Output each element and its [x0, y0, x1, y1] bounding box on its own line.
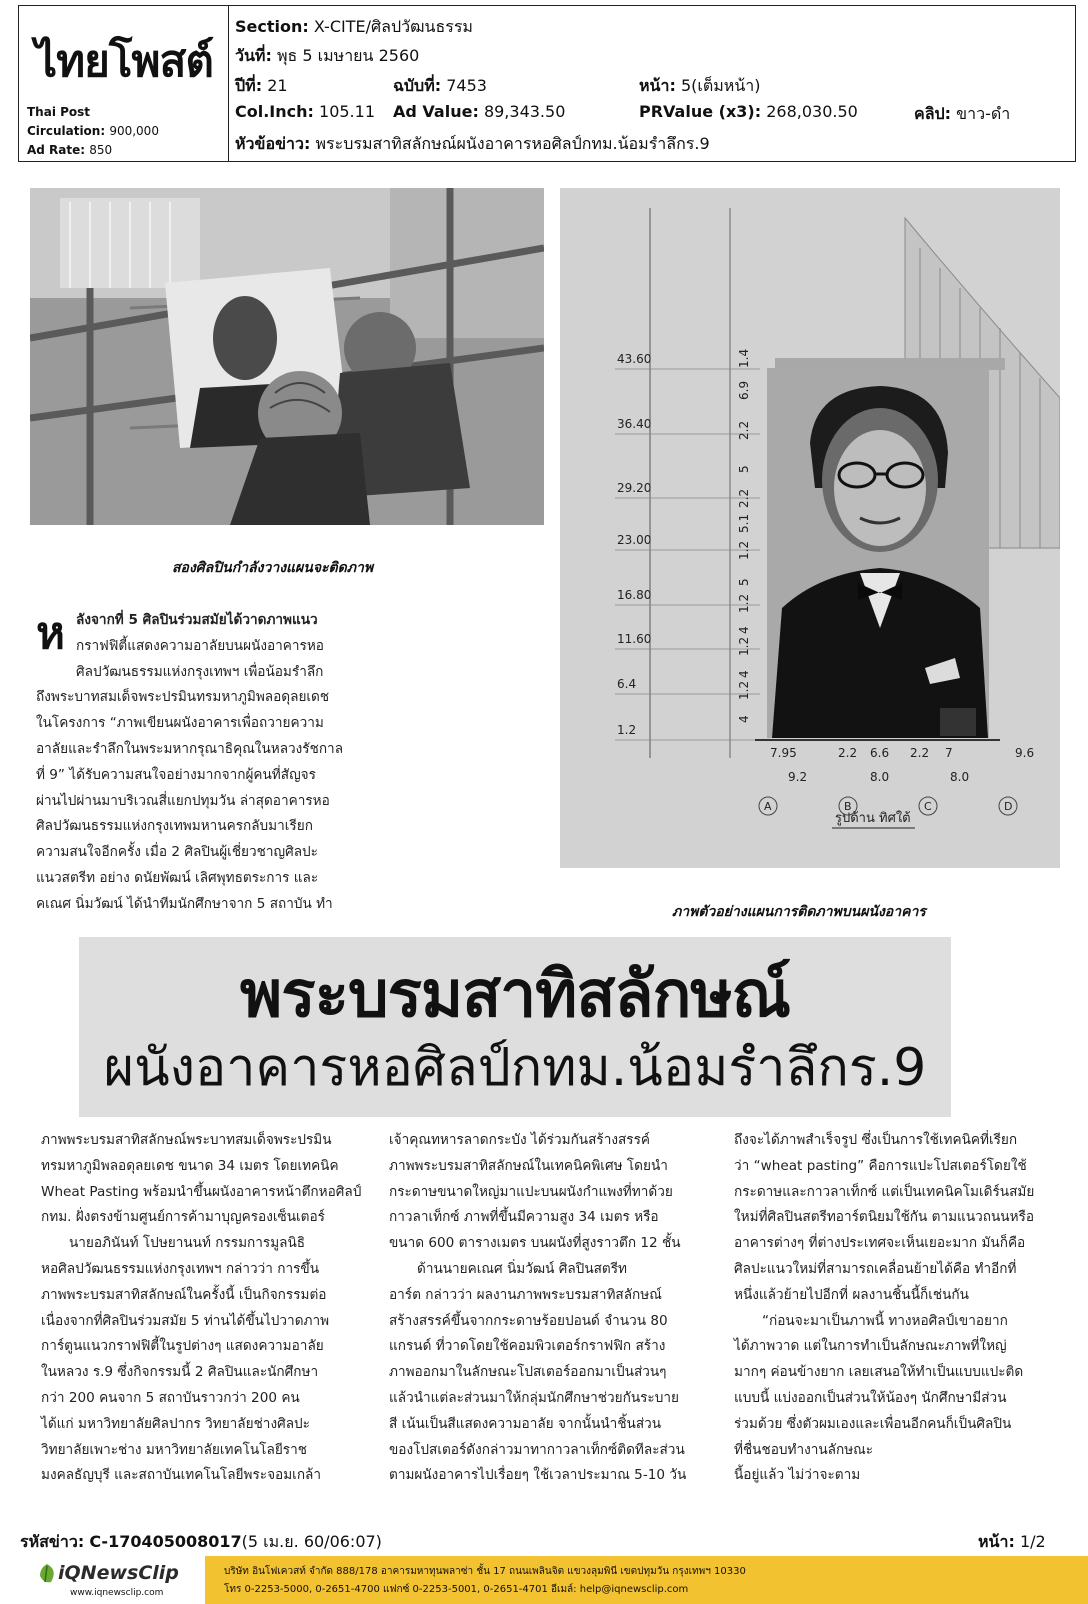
circulation: Circulation: 900,000 — [27, 124, 159, 138]
elevation-label: 11.60 — [617, 632, 652, 646]
text-line: แล้วนำแต่ละส่วนมาให้กลุ่มนักศึกษาช่วยกันระบาย — [389, 1389, 679, 1406]
text-line: หอศิลปวัฒนธรรมแห่งกรุงเทพฯ กล่าวว่า การขึ้น — [41, 1260, 319, 1277]
intro-paragraph — [36, 608, 366, 918]
text-line: อาคารต่างๆ ที่ต่างประเทศจะเห็นเยอะมาก มันก็คือ — [734, 1235, 1026, 1252]
elevation-label: 36.40 — [617, 417, 652, 431]
advalue-field: Ad Value: 89,343.50 — [393, 102, 566, 121]
text-line: ผ่านไปผ่านมาบริเวณสี่แยกปทุมวัน ล่าสุดอาคารหอ — [36, 792, 330, 809]
headline-subtitle: ผนังอาคารหอศิลป์กทม.น้อมรำลึกร.9 — [103, 1038, 927, 1098]
text-line: กราฟฟิตี้แสดงความอาลัยบนผนังอาคารหอ — [76, 637, 324, 654]
dropcap: ห — [36, 608, 66, 659]
elevation-label: 16.80 — [617, 588, 652, 602]
issue-field: ฉบับที่: 7453 — [393, 76, 487, 95]
bottom-dimension: 7 — [945, 746, 953, 760]
text-line: อาร์ต กล่าวว่า ผลงานภาพพระบรมสาทิสลักษณ์ — [389, 1286, 662, 1303]
footer-contact: โทร 0-2253-5000, 0-2651-4700 แฟกซ์ 0-2253-5001, 0-2651-4701 อีเมล์: help@iqnewsclip.com — [224, 1584, 689, 1595]
text-line: คเณศ นิ่มวัฒน์ ได้นำทีมนักศึกษาจาก 5 สถาบัน ทำ — [36, 895, 333, 912]
text-line: กาวลาเท็กซ์ ภาพที่ขึ้นมีความสูง 34 เมตร หรือ — [389, 1209, 659, 1226]
text-line: ถึงพระบาทสมเด็จพระปรมินทรมหาภูมิพลอดุลยเดช — [36, 689, 330, 706]
vertical-dimension: 1.2 — [737, 593, 751, 613]
leaf-icon — [36, 1562, 58, 1586]
text-line: ภาพออกมาในลักษณะโปสเตอร์ออกมาเป็นส่วนๆ — [389, 1364, 667, 1381]
text-line: ของโปสเตอร์ดังกล่าวมาทากาวลาเท็กซ์ติดทีละส่วน — [389, 1441, 685, 1458]
bottom-dimension: 9.6 — [1015, 746, 1035, 760]
text-line: ใหม่ที่ศิลปินสตรีทอาร์ตนิยมใช้กัน ตามแนวถนนหรือ — [734, 1209, 1034, 1226]
vertical-dimension: 6.9 — [737, 380, 751, 400]
text-line: ภาพพระบรมสาทิสลักษณ์ในเทคนิคพิเศษ โดยนำ — [389, 1157, 668, 1174]
grid-letter: B — [844, 800, 852, 813]
headline-block — [79, 937, 951, 1117]
drawing-title: รูปด้าน ทิศใต้ — [835, 811, 911, 826]
clipping-header — [18, 5, 1076, 162]
building-plan-image — [560, 188, 1060, 868]
text-line: ขนาด 600 ตารางเมตร บนผนังที่สูงราวตึก 12 ชั้น — [389, 1235, 681, 1252]
artists-photo — [30, 188, 544, 525]
vertical-dimension: 2.2 — [737, 488, 751, 508]
bottom-dimension: 2.2 — [838, 746, 858, 760]
clip-field: คลิป: ขาว-ดำ — [914, 104, 1011, 123]
text-line: แบบนี้ แบ่งออกเป็นส่วนให้น้องๆ นักศึกษามีส่วน — [734, 1389, 1007, 1406]
bottom-dimension: 2.2 — [910, 746, 930, 760]
vertical-dimension: 5 — [737, 465, 751, 473]
text-line: สร้างสรรค์ขึ้นจากกระดาษร้อยปอนด์ จำนวน 80 — [389, 1312, 668, 1329]
grid-letter: C — [924, 800, 932, 813]
text-line: กระดาษขนาดใหญ่มาแปะบนผนังกำแพงที่ทาด้วย — [389, 1183, 673, 1200]
body-column-3 — [734, 1128, 1069, 1489]
text-line: กว่า 200 คนจาก 5 สถาบันราวกว่า 200 คน — [41, 1389, 300, 1406]
bottom-dimension: 7.95 — [770, 746, 797, 760]
text-line: ที่ 9” ได้รับความสนใจอย่างมากจากผู้คนที่สัญจร — [36, 766, 316, 783]
vertical-dimension: 1.2 — [737, 540, 751, 560]
text-line: เนื่องจากที่ศิลปินร่วมสมัย 5 ท่านได้ขึ้นไปวาดภาพ — [41, 1312, 330, 1329]
text-line: การ์ตูนแนวกราฟฟิตี้ในรูปต่างๆ แสดงความอาลัย — [41, 1338, 324, 1355]
text-line: สี เน้นเป็นสีแสดงความอาลัย จากนั้นนำชิ้นส่วน — [389, 1415, 662, 1432]
headline-title: พระบรมสาทิสลักษณ์ — [240, 958, 790, 1032]
bottom-dimension: 6.6 — [870, 746, 890, 760]
elevation-label: 43.60 — [617, 352, 652, 366]
vertical-dimension: 5.1 — [737, 513, 751, 533]
page-number: หน้า: 1/2 — [978, 1532, 1046, 1551]
date-row: วันที่: พุธ 5 เมษายน 2560 — [235, 46, 420, 65]
text-line: “ก่อนจะมาเป็นภาพนี้ ทางหอศิลป์เขาอยาก — [762, 1312, 1008, 1329]
text-line: ทรมหาภูมิพลอดุลยเดช ขนาด 34 เมตร โดยเทคนิค — [41, 1157, 339, 1174]
thaipost-logo: ไทยโพสต์ — [35, 36, 213, 87]
elevation-label: 29.20 — [617, 481, 652, 495]
logo-cell — [19, 6, 229, 161]
text-line: เจ้าคุณทหารลาดกระบัง ได้ร่วมกันสร้างสรรค์ — [389, 1132, 650, 1148]
iqnewsclip-logo: iQNewsClip — [58, 1562, 179, 1584]
text-line: ศิลปวัฒนธรรมแห่งกรุงเทพฯ เพื่อน้อมรำลึก — [76, 663, 324, 680]
text-line: แกรนด์ ที่วาดโดยใช้คอมพิวเตอร์กราฟฟิก สร้าง — [389, 1338, 666, 1355]
vertical-dimension: 1.4 — [737, 348, 751, 368]
body-column-1 — [41, 1128, 371, 1489]
text-line: ศิลปวัฒนธรรมแห่งกรุงเทพมหานครกลับมาเรียก — [36, 818, 313, 835]
publication-name: Thai Post — [27, 105, 91, 119]
footer-logo-area — [0, 1556, 205, 1604]
vertical-dimension: 4 — [737, 670, 751, 678]
text-line: กระดาษและกาวลาเท็กซ์ แต่เป็นเทคนิคโมเดิร์นสมัย — [734, 1183, 1035, 1200]
left-photo-caption: สองศิลปินกำลังวางแผนจะติดภาพ — [172, 560, 374, 576]
text-line: ร่วมด้วย ซึ่งตัวผมเองและเพื่อนอีกคนก็เป็นศิลปิน — [734, 1415, 1012, 1432]
text-line: ได้แก่ มหาวิทยาลัยศิลปากร วิทยาลัยช่างศิลปะ — [41, 1415, 310, 1432]
text-line: ที่ชื่นชอบทำงานลักษณะ — [734, 1441, 874, 1458]
text-line: ในโครงการ “ภาพเขียนผนังอาคารเพื่อถวายความ — [36, 715, 324, 732]
vertical-dimension: 5 — [737, 578, 751, 586]
elevation-label: 1.2 — [617, 723, 637, 737]
headline-row: หัวข้อข่าว: พระบรมสาทิสลักษณ์ผนังอาคารหอศิลป์กทม.น้อมรำลึกร.9 — [235, 134, 710, 153]
vertical-dimension: 1.2 — [737, 636, 751, 656]
text-line: แนวสตรีท อย่าง ดนัยพัฒน์ เลิศพุทธตระการ และ — [36, 869, 319, 886]
text-line: มากๆ ค่อนข้างยาก เลยเสนอให้ทำเป็นแบบแปะติด — [734, 1364, 1024, 1381]
grid-letter: A — [764, 800, 772, 813]
elevation-label: 6.4 — [617, 677, 637, 691]
text-line: ถึงจะได้ภาพสำเร็จรูป ซึ่งเป็นการใช้เทคนิคที่เรียก — [734, 1132, 1018, 1148]
text-line: หนึ่งแล้วย้ายไปอีกที่ ผลงานชิ้นนี้ก็เช่นกัน — [734, 1286, 969, 1303]
text-line: Wheat Pasting พร้อมนำขึ้นผนังอาคารหน้าตึกหอศิลป์ — [41, 1183, 362, 1200]
elevation-label: 23.00 — [617, 533, 652, 547]
body-column-2 — [389, 1128, 719, 1489]
text-line: ลังจากที่ 5 ศิลปินร่วมสมัยได้วาดภาพแนว — [76, 612, 318, 628]
page-field: หน้า: 5(เต็มหน้า) — [639, 76, 761, 95]
vertical-dimension: 1.2 — [737, 680, 751, 700]
right-photo-caption: ภาพตัวอย่างแผนการติดภาพบนผนังอาคาร — [672, 904, 926, 920]
text-line: ภาพพระบรมสาทิสลักษณ์ในครั้งนี้ เป็นกิจกรรมต่อ — [41, 1286, 327, 1303]
text-line: ศิลปะแนวใหม่ที่สามารถเคลื่อนย้ายได้คือ ทำอีกที่ — [734, 1260, 1017, 1277]
footer-address: บริษัท อินโฟเควสท์ จำกัด 888/178 อาคารมหาทุนพลาซ่า ชั้น 17 ถนนเพลินจิต แขวงลุมพินี เขตปทุมวัน กรุงเทพฯ 10330 — [224, 1566, 746, 1577]
grid-letter: D — [1004, 800, 1013, 813]
text-line: ตามผนังอาคารไปเรื่อยๆ ใช้เวลาประมาณ 5-10 วัน — [389, 1467, 687, 1484]
text-line: ในหลวง ร.9 ซึ่งกิจกรรมนี้ 2 ศิลปินและนักศึกษา — [41, 1364, 319, 1381]
vertical-dimension: 2.2 — [737, 420, 751, 440]
ad-rate: Ad Rate: 850 — [27, 143, 113, 157]
text-line: นายอภินันท์ โปษยานนท์ กรรมการมูลนิธิ — [69, 1235, 306, 1252]
text-line: มงคลธัญบุรี และสถาบันเทคโนโลยีพระจอมเกล้า — [41, 1467, 322, 1484]
text-line: กทม. ฝั่งตรงข้ามศูนย์การค้ามาบุญครองเซ็นเตอร์ — [41, 1209, 325, 1226]
news-code: รหัสข่าว: C-170405008017(5 เม.ย. 60/06:07) — [20, 1532, 382, 1551]
text-line: ภาพพระบรมสาทิสลักษณ์พระบาทสมเด็จพระปรมิน — [41, 1132, 332, 1148]
bottom-dimension: 8.0 — [950, 770, 970, 784]
vertical-dimension: 4 — [737, 715, 751, 723]
colinch-field: Col.Inch: 105.11 — [235, 102, 375, 121]
prvalue-field: PRValue (x3): 268,030.50 — [639, 102, 858, 121]
year-field: ปีที่: 21 — [235, 76, 288, 95]
iqnewsclip-url: www.iqnewsclip.com — [70, 1588, 164, 1598]
text-line: ด้านนายคเณศ นิ่มวัฒน์ ศิลปินสตรีท — [417, 1260, 627, 1277]
text-line: นี้อยู่แล้ว ไม่ว่าจะตาม — [734, 1467, 861, 1484]
vertical-dimension: 4 — [737, 626, 751, 634]
bottom-dimension: 9.2 — [788, 770, 808, 784]
text-line: ว่า “wheat pasting” คือการแปะโปสเตอร์โดยใช้ — [734, 1157, 1027, 1174]
text-line: อาลัยและรำลึกในพระมหากรุณาธิคุณในหลวงรัชกาล — [36, 740, 344, 757]
bottom-dimension: 8.0 — [870, 770, 890, 784]
text-line: ความสนใจอีกครั้ง เมื่อ 2 ศิลปินผู้เชี่ยวชาญศิลปะ — [36, 844, 318, 861]
text-line: ได้ภาพวาด แต่ในการทำเป็นลักษณะภาพที่ใหญ่ — [734, 1338, 1007, 1355]
text-line: วิทยาลัยเพาะช่าง มหาวิทยาลัยเทคโนโลยีราช — [41, 1441, 307, 1458]
section-row: Section: X-CITE/ศิลปวัฒนธรรม — [235, 17, 473, 36]
